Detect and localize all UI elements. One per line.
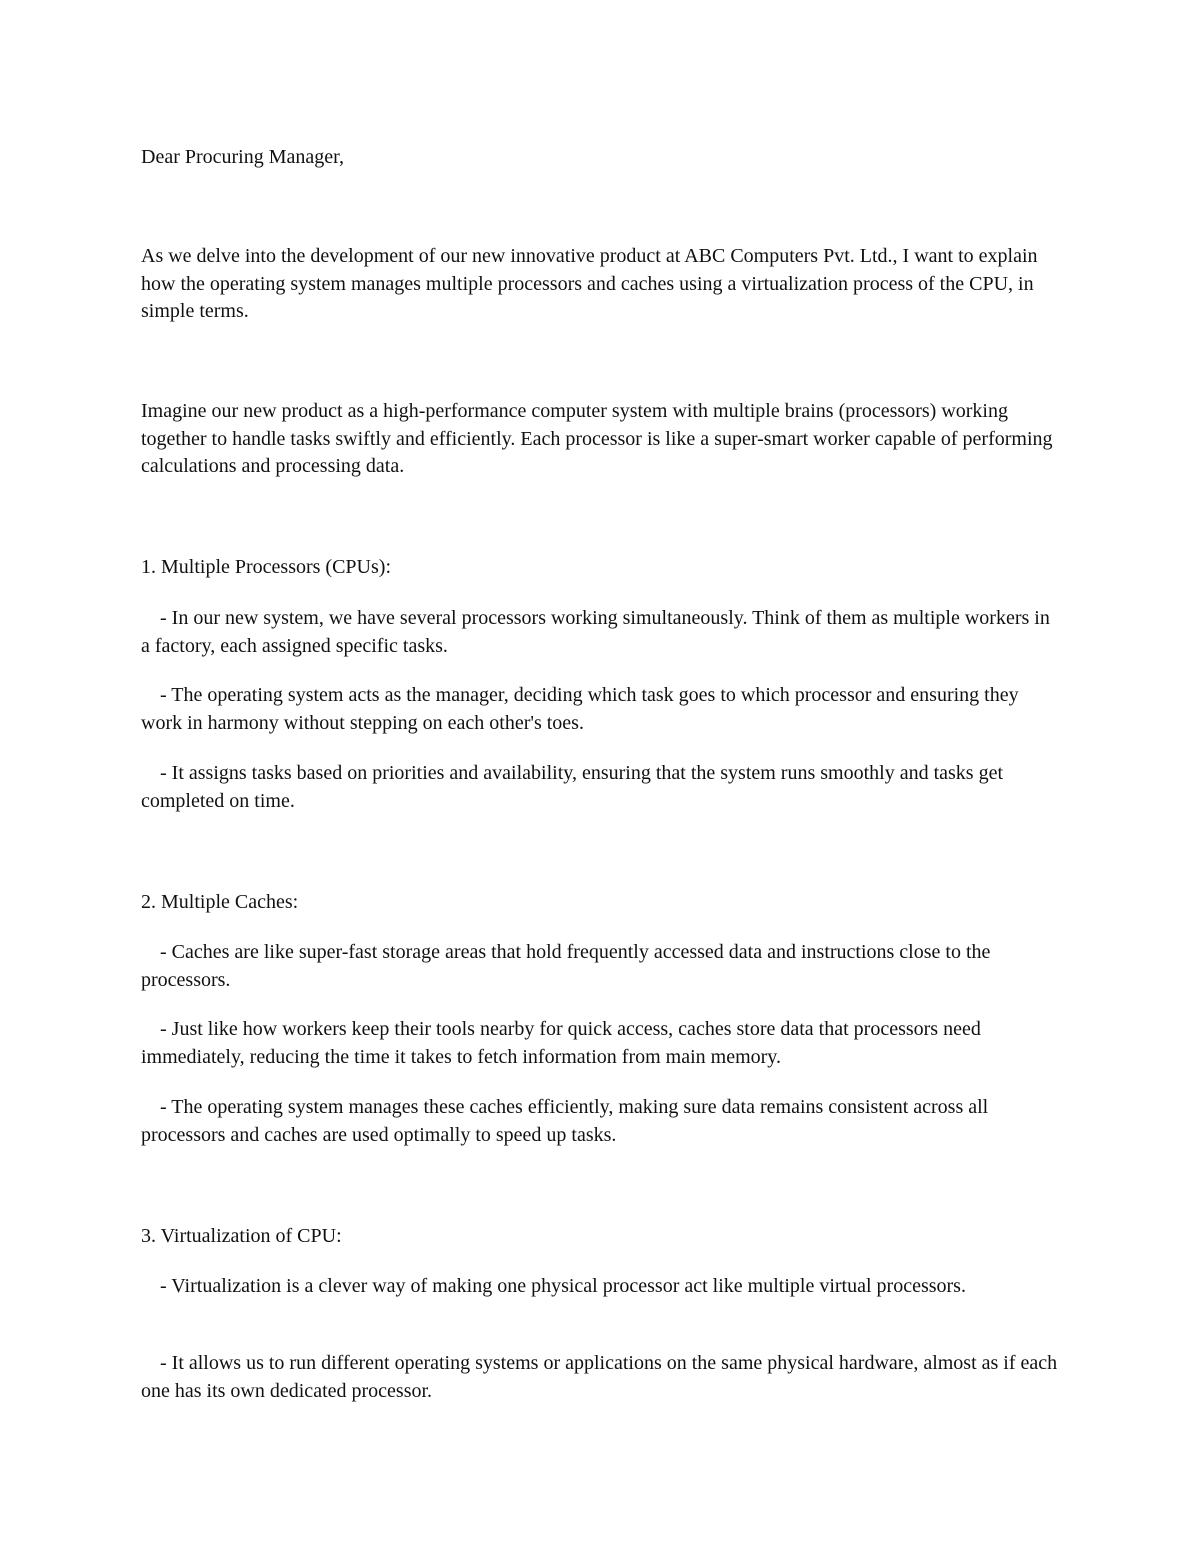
section-point: - The operating system acts as the manager, deciding which task goes to which processor and ensuring they work in harmony without stepping on each other's toes. [141, 684, 1019, 734]
section-heading: 2. Multiple Caches: [141, 891, 299, 913]
section-heading: 3. Virtualization of CPU: [141, 1225, 342, 1247]
section-heading: 1. Multiple Processors (CPUs): [141, 556, 391, 578]
section-point: - Just like how workers keep their tools nearby for quick access, caches store data that processors need immediately, reducing the time it takes to fetch information from main memory. [141, 1018, 981, 1068]
section-point: - Virtualization is a clever way of making one physical processor act like multiple virtual processors. [160, 1275, 966, 1297]
intro-paragraph: As we delve into the development of our new innovative product at ABC Computers Pvt. Ltd., I want to explain how the operating system manages multiple processors and caches using a virtualization process of the CPU, in simple terms. [141, 245, 1038, 322]
section-point: - It assigns tasks based on priorities and availability, ensuring that the system runs smoothly and tasks get completed on time. [141, 762, 1004, 812]
section-point: - It allows us to run different operating systems or applications on the same physical hardware, almost as if each one has its own dedicated processor. [141, 1352, 1058, 1402]
analogy-paragraph: Imagine our new product as a high-performance computer system with multiple brains (processors) working together to handle tasks swiftly and efficiently. Each processor is like a super-smart worker capable of performing calculations and processing data. [141, 400, 1053, 477]
section-point: - The operating system manages these caches efficiently, making sure data remains consistent across all processors and caches are used optimally to speed up tasks. [141, 1096, 989, 1146]
section-point: - Caches are like super-fast storage areas that hold frequently accessed data and instructions close to the processors. [141, 941, 991, 991]
section-point: - In our new system, we have several processors working simultaneously. Think of them as multiple workers in a factory, each assigned specific tasks. [141, 607, 1050, 657]
salutation: Dear Procuring Manager, [141, 146, 345, 168]
